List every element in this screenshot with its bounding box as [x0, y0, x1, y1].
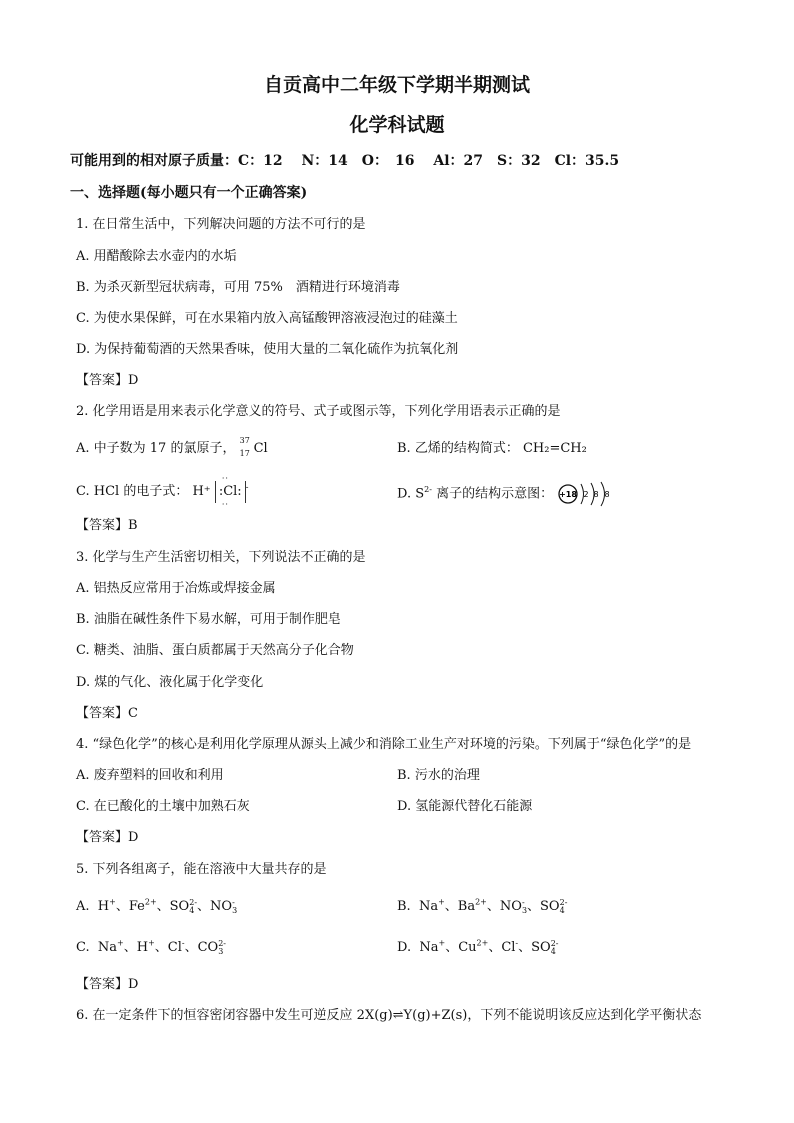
q2-hydrogen-ion: H⁺ [192, 484, 211, 499]
q6-stem: 6. 在一定条件下的恒容密闭容器中发生可逆反应 2X(g)⇌Y(g)+Z(s)，下列不能说明该反应达到化学平衡状态 [76, 1008, 702, 1023]
q5-option-c: C. Na+、H+、Cl-、CO 2- 3 [76, 938, 226, 956]
q5-option-d: D. Na+、$Cu^{2+}$、Cl-、SO 2- 4 [397, 938, 559, 956]
q2-mass-number: 37 [239, 435, 250, 445]
q4-option-a: A. 废弃塑料的回收和利用 [76, 768, 224, 783]
shell-2-electrons: 8 [593, 490, 599, 499]
nucleus-charge: +18 [559, 490, 578, 499]
q1-option-d: D. 为保持葡萄酒的天然果香味，使用大量的二氧化硫作为抗氧化剂 [76, 342, 459, 357]
section-heading: 一、选择题(每小题只有一个正确答案) [70, 185, 308, 201]
q2-ethylene-formula: CH₂=CH₂ [522, 441, 587, 456]
q2-chlorine-dots: :Cl: [218, 483, 242, 499]
q2-option-c [76, 473, 249, 509]
sulfide-ion-structure-diagram [557, 480, 617, 508]
electron-dots-top: ·· [221, 473, 229, 483]
q5-option-a: A. H+、$Fe^{2+}$、SO 2- 4 、NO - 3 [76, 897, 238, 915]
q2-option-a [76, 437, 268, 459]
q1-stem: 1. 在日常生活中，下列解决问题的方法不可行的是 [76, 217, 366, 232]
q2-option-d-prefix: D. S [397, 486, 425, 502]
electron-dots-bottom: ·· [221, 499, 229, 509]
q2-option-d-text: 离子的结构示意图： [436, 486, 554, 502]
q5-answer: 【答案】D [76, 977, 139, 992]
shell-3-electrons: 8 [604, 490, 610, 499]
q3-option-d: D. 煤的气化、液化属于化学变化 [76, 675, 264, 690]
q1-option-c: C. 为使水果保鲜，可在水果箱内放入高锰酸钾溶液浸泡过的硅藻土 [76, 311, 458, 326]
q4-option-b: B. 污水的治理 [397, 768, 480, 783]
q2-option-a-text: A. 中子数为 17 的氯原子， [76, 441, 236, 456]
q1-option-a: A. 用醋酸除去水壶内的水垢 [76, 249, 237, 264]
q3-answer: 【答案】C [76, 706, 138, 721]
q1-option-b: B. 为杀灭新型冠状病毒，可用 75% 酒精进行环境消毒 [76, 280, 400, 295]
shell-1-electrons: 2 [583, 490, 589, 499]
q2-option-d [397, 480, 617, 508]
q3-option-c: C. 糖类、油脂、蛋白质都属于天然高分子化合物 [76, 643, 354, 658]
q5-option-d-label: D. [397, 940, 412, 955]
q2-element-symbol: Cl [253, 441, 268, 456]
q5-option-a-label: A. [76, 899, 90, 914]
q3-stem: 3. 化学与生产生活密切相关，下列说法不正确的是 [76, 550, 366, 565]
q2-option-c-text: C. HCl 的电子式： [76, 484, 189, 499]
q2-option-b [397, 437, 587, 456]
q2-atomic-number: 17 [239, 448, 250, 458]
q2-chloride-charge: - [245, 482, 249, 492]
page-subtitle: 化学科试题 [349, 114, 445, 136]
q3-option-a: A. 铝热反应常用于冶炼或焊接金属 [76, 581, 276, 596]
page-title: 自贡高中二年级下学期半期测试 [263, 74, 530, 96]
q4-option-d: D. 氢能源代替化石能源 [397, 799, 533, 814]
q1-answer: 【答案】D [76, 373, 139, 388]
q4-option-c: C. 在已酸化的土壤中加熟石灰 [76, 799, 250, 814]
q5-option-b: B. Na+、$Ba^{2+}$、NO - 3 、SO 2- 4 [397, 897, 568, 915]
q2-sulfide-charge: 2- [424, 485, 432, 495]
q2-answer: 【答案】B [76, 518, 138, 533]
q2-stem: 2. 化学用语是用来表示化学意义的符号、式子或图示等，下列化学用语表示正确的是 [76, 404, 561, 419]
q5-stem: 5. 下列各组离子，能在溶液中大量共存的是 [76, 862, 327, 877]
q4-answer: 【答案】D [76, 830, 139, 845]
atomic-masses: 可能用到的相对原子质量：C：12 N：14 O： 16 Al：27 S：32 Cl：35.5 [70, 153, 620, 169]
electron-dot-bracket [215, 473, 246, 509]
q4-stem: 4. “绿色化学”的核心是利用化学原理从源头上减少和消除工业生产对环境的污染。下列属于“绿色化学”的是 [76, 737, 692, 752]
q3-option-b: B. 油脂在碱性条件下易水解，可用于制作肥皂 [76, 612, 341, 627]
q2-option-b-text: B. 乙烯的结构简式： [397, 441, 519, 456]
q5-option-b-label: B. [397, 899, 411, 914]
q5-option-c-label: C. [76, 940, 90, 955]
